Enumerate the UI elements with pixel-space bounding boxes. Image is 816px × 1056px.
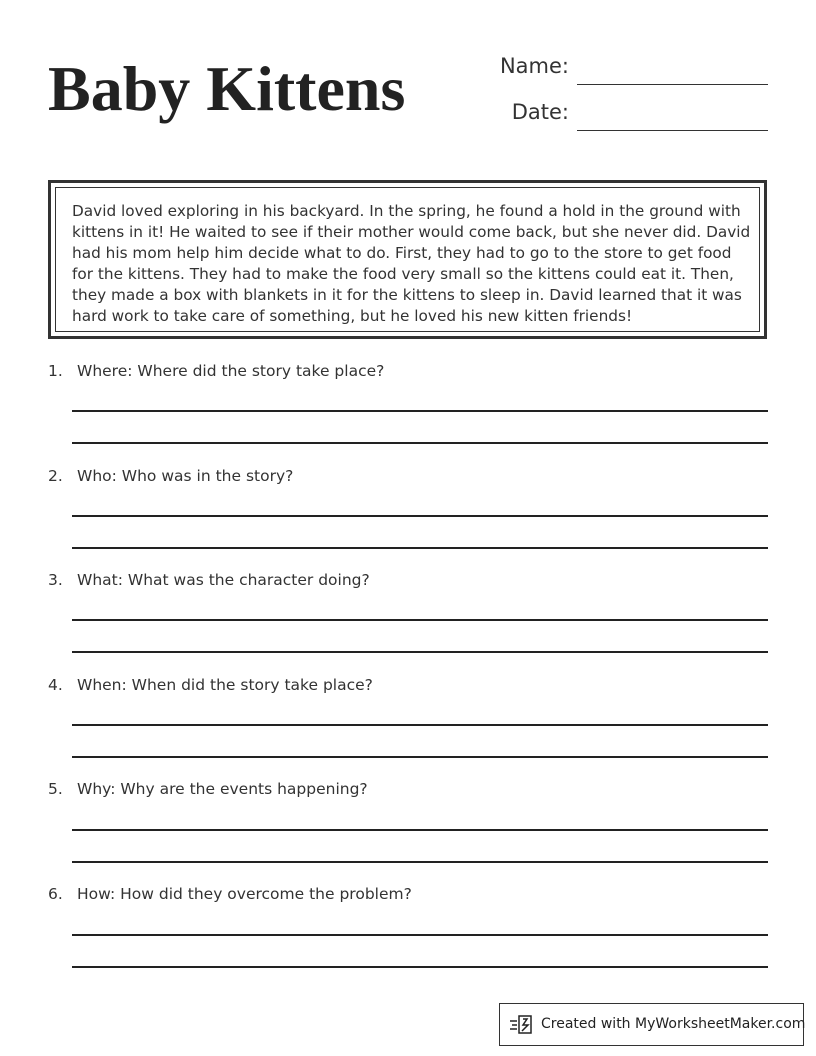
question-text: When: When did the story take place? <box>77 676 373 694</box>
answer-line[interactable] <box>72 861 768 863</box>
name-label: Name: <box>499 54 569 78</box>
question-number: 5. <box>48 780 63 798</box>
answer-line[interactable] <box>72 966 768 968</box>
worksheet-maker-logo-icon <box>510 1015 534 1039</box>
answer-line[interactable] <box>72 547 768 549</box>
question-number: 6. <box>48 885 63 903</box>
question-number: 1. <box>48 362 63 380</box>
answer-line[interactable] <box>72 756 768 758</box>
answer-line[interactable] <box>72 934 768 936</box>
question-text: How: How did they overcome the problem? <box>77 885 412 903</box>
date-line[interactable] <box>577 130 768 131</box>
question-number: 4. <box>48 676 63 694</box>
answer-line[interactable] <box>72 410 768 412</box>
answer-line[interactable] <box>72 724 768 726</box>
story-box-inner-border <box>55 187 760 332</box>
question-text: Where: Where did the story take place? <box>77 362 385 380</box>
question-text: Who: Who was in the story? <box>77 467 294 485</box>
date-label: Date: <box>511 100 569 124</box>
created-with-badge[interactable] <box>499 1003 804 1046</box>
question-text: What: What was the character doing? <box>77 571 370 589</box>
answer-line[interactable] <box>72 651 768 653</box>
story-text: David loved exploring in his backyard. In the spring, he found a hold in the ground with kittens in it! He waited to see if their mother would come back, but she never did. David had his mom help him decide what to do. First, they had to go to the store to get food for the kittens. They had to make the food very small so the kittens could eat it. Then, they made a box with blankets in it for the kittens to sleep in. David learned that it was hard work to take care of something, but he loved his new kitten friends! <box>72 202 751 325</box>
answer-line[interactable] <box>72 442 768 444</box>
answer-line[interactable] <box>72 515 768 517</box>
question-text: Why: Why are the events happening? <box>77 780 368 798</box>
question-number: 2. <box>48 467 63 485</box>
question-number: 3. <box>48 571 63 589</box>
answer-line[interactable] <box>72 829 768 831</box>
answer-line[interactable] <box>72 619 768 621</box>
badge-text: Created with MyWorksheetMaker.com <box>541 1016 806 1032</box>
story-box <box>48 180 767 339</box>
name-line[interactable] <box>577 84 768 85</box>
worksheet-title: Baby Kittens <box>48 53 406 124</box>
